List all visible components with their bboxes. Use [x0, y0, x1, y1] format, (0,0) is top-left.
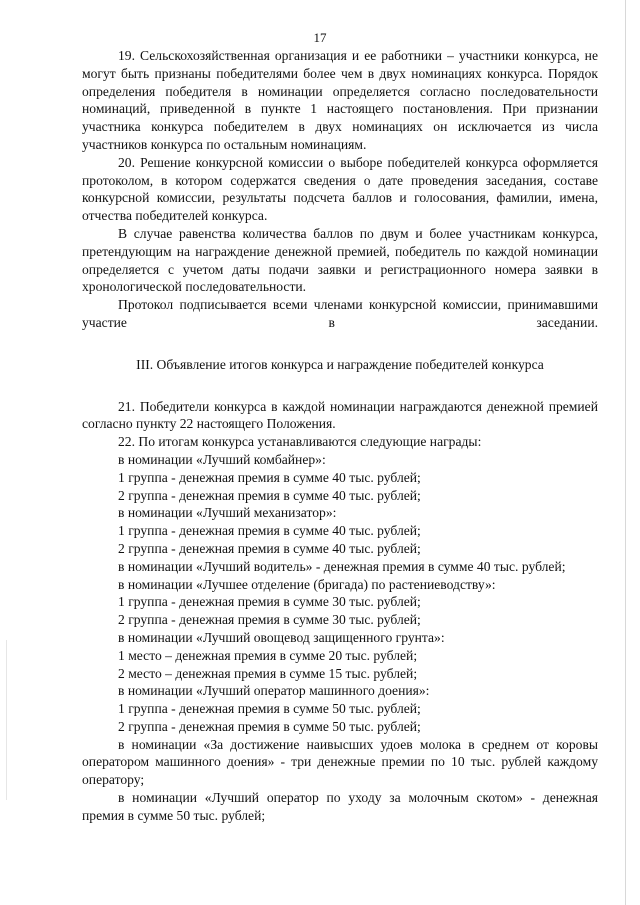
scan-edge-line	[625, 0, 626, 905]
award-line: 2 группа - денежная премия в сумме 40 тыс. рублей;	[118, 487, 421, 503]
document-body	[82, 47, 598, 825]
award-line: 2 группа - денежная премия в сумме 50 тыс. рублей;	[118, 718, 421, 734]
nomination-greenhouse-grower: в номинации «Лучший овощевод защищенного грунта»:	[118, 629, 445, 645]
nomination-highest-yield: в номинации «За достижение наивысших удоев молока в среднем от коровы оператором машинного доения» - три денежные премии по 10 тыс. рублей каждому оператору;	[82, 736, 598, 788]
nomination-crop-brigade: в номинации «Лучшее отделение (бригада) по растениеводству»:	[118, 576, 496, 592]
scan-edge-mark	[6, 640, 7, 800]
page-number: 17	[313, 30, 327, 45]
award-line: 1 группа - денежная премия в сумме 40 тыс. рублей;	[118, 523, 421, 539]
paragraph-20: 20. Решение конкурсной комиссии о выборе победителей конкурса оформляется протоколом, в котором содержатся сведения о дате проведения заседания, составе конкурсной комиссии, результаты подсчета баллов и голосования, фамилии, имена, отчества победителей конкурса.	[82, 154, 598, 224]
nomination-milking-operator: в номинации «Лучший оператор машинного доения»:	[118, 683, 430, 699]
award-line: 1 группа - денежная премия в сумме 40 тыс. рублей;	[118, 469, 421, 485]
paragraph-21: 21. Победители конкурса в каждой номинации награждаются денежной премией согласно пункту 22 настоящего Положения.	[82, 398, 598, 432]
award-line: 2 место – денежная премия в сумме 15 тыс. рублей;	[118, 665, 418, 681]
paragraph-protocol: Протокол подписывается всеми членами конкурсной комиссии, принимавшими участие в заседании.	[82, 297, 598, 330]
award-line: 2 группа - денежная премия в сумме 30 тыс. рублей;	[118, 612, 421, 628]
award-line: 1 группа - денежная премия в сумме 50 тыс. рублей;	[118, 701, 421, 717]
paragraph-tie-rule: В случае равенства количества баллов по двум и более участникам конкурса, претендующим на награждение денежной премией, победитель по каждой номинации определяется с учетом даты подачи заявки и регистрационного номера заявки в хронологической последовательности.	[82, 225, 598, 295]
nomination-combine-operator: в номинации «Лучший комбайнер»:	[118, 451, 326, 467]
nomination-machine-operator: в номинации «Лучший механизатор»:	[118, 505, 337, 521]
section-heading: III. Объявление итогов конкурса и награждение победителей конкурса	[136, 356, 544, 372]
nomination-dairy-care-operator: в номинации «Лучший оператор по уходу за молочным скотом» - денежная премия в сумме 50 тыс. рублей;	[82, 790, 598, 823]
award-line: 2 группа - денежная премия в сумме 40 тыс. рублей;	[118, 540, 421, 556]
award-line: 1 группа - денежная премия в сумме 30 тыс. рублей;	[118, 594, 421, 610]
paragraph-22: 22. По итогам конкурса устанавливаются следующие награды:	[118, 434, 482, 450]
paragraph-19: 19. Сельскохозяйственная организация и ее работники – участники конкурса, не могут быть признаны победителями более чем в двух номинациях конкурса. Порядок определения победителя в номинации определяется согласно последовательности номинаций, приведенной в пункте 1 настоящего постановления. При признании участника конкурса победителем в двух номинациях он исключается из числа участников конкурса по остальным номинациям.	[82, 48, 598, 152]
nomination-driver: в номинации «Лучший водитель» - денежная премия в сумме 40 тыс. рублей;	[118, 558, 566, 574]
award-line: 1 место – денежная премия в сумме 20 тыс. рублей;	[118, 647, 418, 663]
